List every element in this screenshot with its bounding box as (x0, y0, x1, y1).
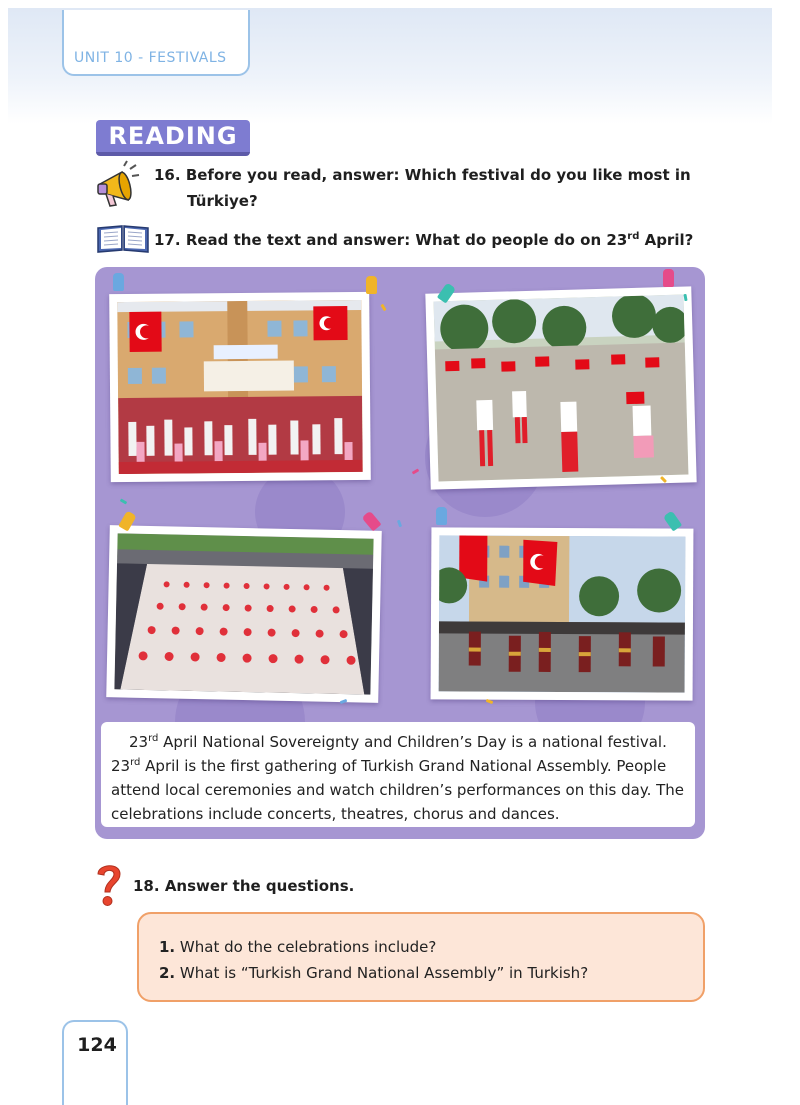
question-17-text-after: April? (639, 231, 694, 249)
unit-label: UNIT 10 - FESTIVALS (74, 50, 227, 66)
answer-question-2-number: 2. (159, 964, 176, 982)
photo-folk-dance (431, 527, 694, 700)
reading-line-3: attend local ceremonies and watch children’s performances on this day. The (111, 781, 685, 799)
answer-question-1 (159, 934, 703, 960)
reading-text-box (101, 722, 695, 827)
reading-line-4: celebrations include concerts, theatres, chorus and dances. (111, 805, 560, 823)
photo-school-ceremony (109, 292, 371, 482)
pin-icon (436, 507, 447, 525)
answer-question-2 (159, 960, 703, 986)
megaphone-icon (94, 160, 144, 210)
reading-line-2 (111, 754, 685, 778)
reading-date-1: 23 (129, 733, 149, 751)
question-16 (154, 162, 691, 188)
school-ceremony-image (117, 300, 362, 474)
question-17-text-before: Read the text and answer: What do people do on 23 (185, 231, 628, 249)
question-16-number: 16. (154, 166, 181, 184)
photo-mass-performance (106, 525, 382, 703)
section-badge: READING (96, 120, 250, 156)
answer-question-2-text: What is “Turkish Grand National Assembly” in Turkish? (179, 964, 589, 982)
reading-text-1: April National Sovereignty and Children’s Day is a national festival. (158, 733, 667, 751)
pin-icon (663, 269, 674, 287)
pin-icon (366, 276, 377, 294)
children-dancing-image (434, 295, 689, 482)
question-17-number: 17. (154, 231, 181, 249)
folk-dance-image (439, 535, 686, 692)
question-17-sup: rd (627, 231, 640, 242)
unit-tab (62, 10, 250, 76)
reading-text-2: April is the first gathering of Turkish Grand National Assembly. People (140, 757, 667, 775)
reading-sup-1: rd (148, 733, 159, 744)
open-book-icon (96, 222, 150, 254)
question-18-number: 18. (133, 877, 160, 895)
question-16-line2: Türkiye? (187, 192, 258, 210)
reading-date-2: 23 (111, 757, 131, 775)
page-number-tab (62, 1020, 128, 1105)
question-17 (154, 224, 693, 253)
reading-line-1 (111, 730, 685, 754)
question-18-text: Answer the questions. (164, 877, 355, 895)
answer-question-1-text: What do the celebrations include? (179, 938, 437, 956)
reading-sup-2: rd (130, 757, 141, 768)
mass-performance-image (114, 533, 373, 694)
pin-icon (113, 273, 124, 291)
page-number: 124 (77, 1034, 117, 1056)
question-18 (133, 873, 354, 899)
answer-questions-box (137, 912, 705, 1002)
answer-question-1-number: 1. (159, 938, 176, 956)
photo-children-dancing (425, 286, 696, 489)
question-mark-icon (94, 860, 124, 910)
question-16-line1: Before you read, answer: Which festival do you like most in (185, 166, 691, 184)
